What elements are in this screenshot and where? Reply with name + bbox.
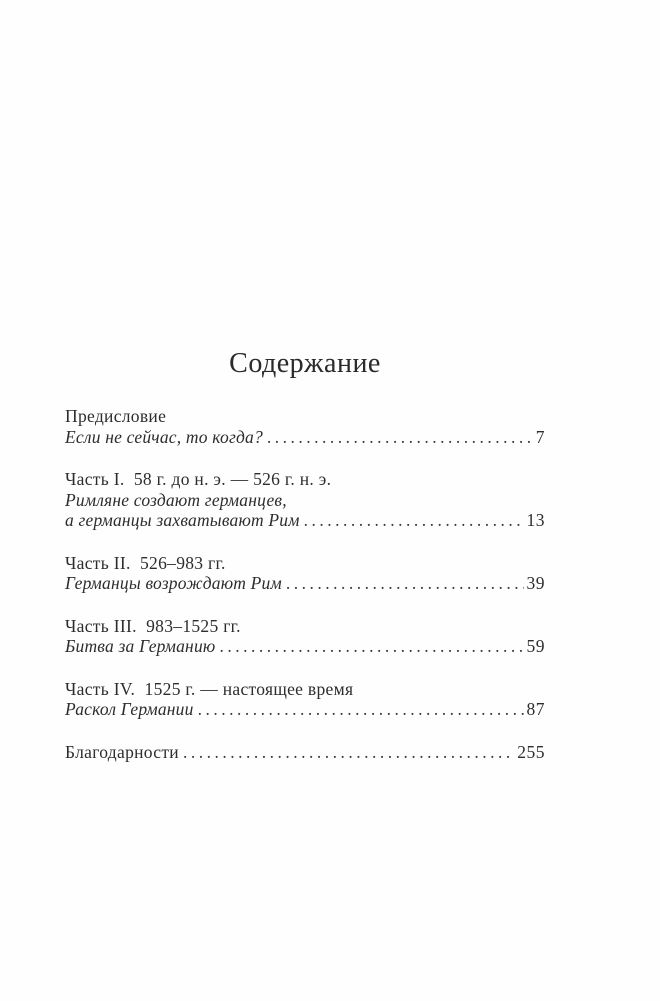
dot-leader (304, 510, 524, 531)
toc-page-number: 13 (526, 510, 545, 530)
toc-entry-line (65, 742, 545, 763)
toc-entry-part-3 (65, 616, 545, 657)
toc-entry-line (65, 699, 545, 720)
toc-entry-part-2 (65, 553, 545, 594)
toc-entry-subtitle: Раскол Германии (65, 699, 194, 719)
toc-content (65, 348, 545, 762)
dot-leader (286, 573, 524, 594)
toc-entry-line (65, 427, 545, 448)
toc-page-number: 59 (526, 636, 545, 656)
toc-list (65, 406, 545, 762)
dot-leader (183, 742, 514, 763)
dot-leader (219, 636, 523, 657)
toc-entry-heading: Благодарности (65, 741, 179, 762)
toc-entry-subtitle: а германцы захватывают Рим (65, 510, 300, 530)
toc-entry-preface (65, 406, 545, 447)
toc-entry-subtitle: Если не сейчас, то когда? (65, 426, 263, 447)
toc-entry-acknowledgements (65, 742, 545, 763)
toc-title: Содержание (229, 348, 381, 379)
toc-entry-subtitle: Битва за Германию (65, 636, 216, 656)
toc-entry-heading: Часть I. 58 г. до н. э. — 526 г. н. э. (65, 469, 332, 489)
dot-leader (267, 427, 533, 448)
toc-entry-subtitle: Римляне создают германцев, (65, 489, 287, 510)
toc-entry-line (65, 510, 545, 531)
toc-entry-heading: Предисловие (65, 406, 167, 426)
toc-entry-heading: Часть II. 526–983 гг. (65, 552, 226, 573)
toc-entry-part-4 (65, 679, 545, 720)
toc-page-number: 255 (517, 741, 545, 762)
toc-entry-heading: Часть III. 983–1525 гг. (65, 615, 241, 636)
toc-page-number: 39 (526, 573, 545, 593)
toc-page-number: 7 (535, 426, 545, 447)
dot-leader (198, 699, 524, 720)
toc-entry-line (65, 636, 545, 657)
toc-entry-heading: Часть IV. 1525 г. — настоящее время (65, 678, 354, 699)
toc-entry-subtitle: Германцы возрождают Рим (65, 573, 282, 593)
toc-entry-line (65, 573, 545, 594)
toc-page-number: 87 (526, 699, 545, 719)
toc-entry-part-1 (65, 469, 545, 531)
